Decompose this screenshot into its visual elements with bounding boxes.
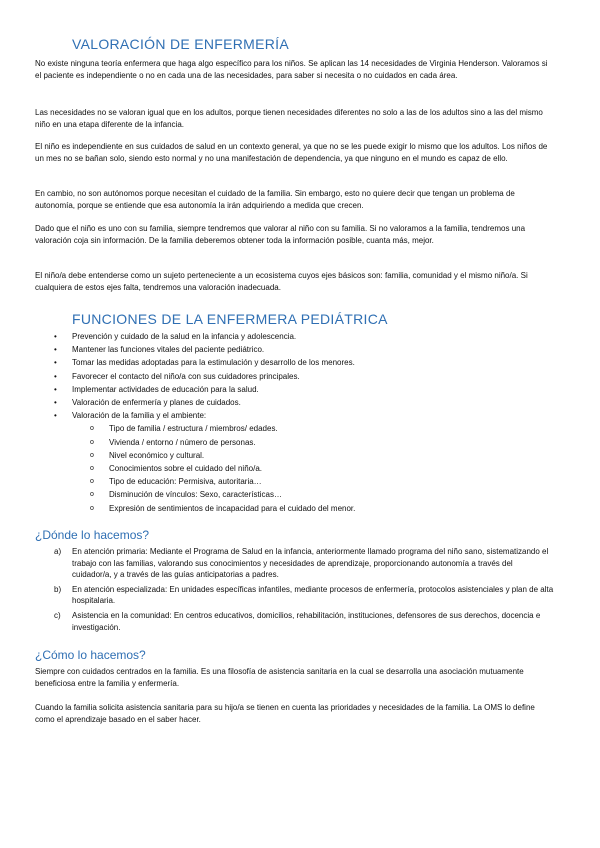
paragraph-2: Las necesidades no se valoran igual que en los adultos, porque tienen necesidades diferentes no solo a las de los adultos sino a las del mismo niño en una etapa diferente de la infancia. xyxy=(35,108,543,129)
circle-bullet-icon: o xyxy=(90,465,94,473)
functions-list xyxy=(54,330,554,515)
list-item: • Mantener las funciones vitales del paciente pediátrico. xyxy=(54,343,554,356)
list-item: • Valoración de la familia y el ambiente: o Tipo de familia / estructura / miembros/ edades. o Vivienda / entorno / número de personas. o Nivel económico y cultural. o Conocimientos sobre el cuidado del niño/a. o Tipo de educación: Permisiva, autoritaria… o Disminución de vínculos: Sexo, características… o Expresión de sentimientos de incapacidad para el cuidado del menor. xyxy=(54,409,554,515)
paragraph-1: No existe ninguna teoría enfermera que haga algo específico para los niños. Se aplican las 14 necesidades de Virginia Henderson. Valoramos si el paciente es independiente o no en cada una de las necesidades, para saber si necesita o no cuidados en cada área. xyxy=(35,59,548,80)
paragraph-4: En cambio, no son autónomos porque necesitan el cuidado de la familia. Sin embargo, esto no quiere decir que tengan un problema de autonomía, porque se entiende que esa autonomía la irán adquiriendo a medida que crecen. xyxy=(35,189,515,210)
sublist-item: o Tipo de familia / estructura / miembros/ edades. xyxy=(54,422,554,435)
bullet-icon: • xyxy=(54,345,57,355)
section-title-valoracion: VALORACIÓN DE ENFERMERÍA xyxy=(72,36,289,52)
circle-bullet-icon: o xyxy=(90,491,94,499)
bullet-icon: • xyxy=(54,358,57,368)
paragraph-3: El niño es independiente en sus cuidados de salud en un contexto general, ya que no se les puede exigir lo mismo que los adultos. Los niños de un mes no se bañan solo, siendo esto normal y no una manifestación de dependencia, ya que ninguno en el mundo es capaz de ello. xyxy=(35,142,548,163)
ambiente-sublist xyxy=(54,422,554,514)
list-item: • Prevención y cuidado de la salud en la infancia y adolescencia. xyxy=(54,330,554,343)
circle-bullet-icon: o xyxy=(90,451,94,459)
sublist-item: o Conocimientos sobre el cuidado del niño/a. xyxy=(54,462,554,475)
list-item: • Implementar actividades de educación para la salud. xyxy=(54,383,554,396)
sublist-item: o Expresión de sentimientos de incapacidad para el cuidado del menor. xyxy=(54,502,554,515)
paragraph-6: El niño/a debe entenderse como un sujeto perteneciente a un ecosistema cuyos ejes básicos son: familia, comunidad y el mismo niño/a. Si cualquiera de estos ejes falta, tendremos una valoración inadecuada. xyxy=(35,271,528,292)
circle-bullet-icon: o xyxy=(90,425,94,433)
list-item: • Tomar las medidas adoptadas para la estimulación y desarrollo de los menores. xyxy=(54,356,554,369)
section-title-donde: ¿Dónde lo hacemos? xyxy=(35,528,150,542)
section-title-funciones: FUNCIONES DE LA ENFERMERA PEDIÁTRICA xyxy=(72,311,388,327)
paragraph-how-1: Siempre con cuidados centrados en la familia. Es una filosofía de asistencia sanitaria en la cual se desarrolla una asociación mutuamente beneficiosa entre la familia y enfermería. xyxy=(35,667,524,688)
bullet-icon: • xyxy=(54,411,57,421)
sublist-item: o Tipo de educación: Permisiva, autoritaria… xyxy=(54,475,554,488)
paragraph-5: Dado que el niño es uno con su familia, siempre tendremos que valorar al niño con su familia. Si no valoramos a la familia, tendremos una valoración coja sin información. De la familia deberemos obtener toda la información posible, cuanta más, mejor. xyxy=(35,224,526,245)
bullet-icon: • xyxy=(54,384,57,394)
sublist-item: o Disminución de vínculos: Sexo, características… xyxy=(54,488,554,501)
where-list xyxy=(54,546,554,636)
list-item: • Favorecer el contacto del niño/a con sus cuidadores principales. xyxy=(54,370,554,383)
list-item: c) Asistencia en la comunidad: En centros educativos, domicilios, rehabilitación, instituciones, defensores de sus derechos, docencia e investigación. xyxy=(54,610,541,632)
sublist-item: o Nivel económico y cultural. xyxy=(54,449,554,462)
paragraph-how-2: Cuando la familia solicita asistencia sanitaria para su hijo/a se tienen en cuenta las prioridades y necesidades de la familia. La OMS lo define como el aprendizaje basado en el saber hacer. xyxy=(35,703,535,724)
bullet-icon: • xyxy=(54,332,57,341)
section-title-como: ¿Cómo lo hacemos? xyxy=(35,648,146,662)
list-item: a) En atención primaria: Mediante el Programa de Salud en la infancia, anteriormente llamado programa del niño sano, sistematizando el trabajo con las familias, valorando sus conocimientos y necesidades de aprendizaje, proporcionando autonomía a través del cuidador/a, y a través de las guías anticipatorias a padres. xyxy=(54,547,549,580)
circle-bullet-icon: o xyxy=(90,478,94,486)
list-item: b) En atención especializada: En unidades específicas infantiles, mediante procesos de enfermería, protocolos asistenciales y plan de alta hospitalaria. xyxy=(54,584,554,606)
sublist-item: o Vivienda / entorno / número de personas. xyxy=(54,436,554,449)
circle-bullet-icon: o xyxy=(90,504,94,512)
list-item: • Valoración de enfermería y planes de cuidados. xyxy=(54,396,554,409)
bullet-icon: • xyxy=(54,398,57,408)
circle-bullet-icon: o xyxy=(90,438,94,446)
bullet-icon: • xyxy=(54,371,57,381)
